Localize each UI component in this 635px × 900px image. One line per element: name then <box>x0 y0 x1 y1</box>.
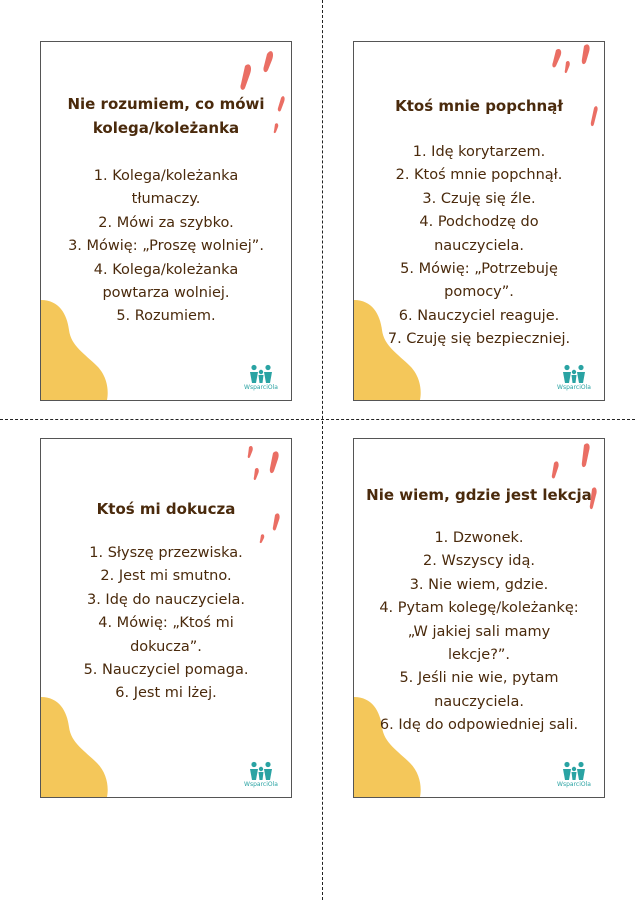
people-logo-icon <box>247 761 275 781</box>
red-splash-decoration <box>231 439 291 549</box>
step-line: 4. Podchodzę do <box>419 214 539 231</box>
card-ktos-mnie-popchnal <box>353 41 605 401</box>
step-line: 3. Nie wiem, gdzie. <box>409 576 549 593</box>
step-line: 3. Czuję się źle. <box>422 190 536 207</box>
step-line: nauczyciela. <box>434 237 524 254</box>
step-line: 6. Idę do odpowiedniej sali. <box>379 717 579 734</box>
step-line: 5. Jeśli nie wie, pytam <box>399 670 559 687</box>
logo-text: WsparciOla <box>244 781 278 788</box>
steps-list <box>47 165 285 329</box>
steps-list <box>360 141 598 352</box>
logo <box>241 761 281 789</box>
step-line: 1. Dzwonek. <box>434 530 524 546</box>
people-logo-icon <box>247 364 275 384</box>
step-line: „W jakiej sali mamy <box>407 623 551 640</box>
logo <box>554 761 594 789</box>
step-line: 2. Ktoś mnie popchnął. <box>395 167 563 184</box>
card-title: Nie wiem, gdzie jest lekcja <box>366 486 592 504</box>
card-title: Ktoś mi dokucza <box>96 500 236 518</box>
logo-text: WsparciOla <box>557 384 591 391</box>
step-line: 4. Pytam kolegę/koleżankę: <box>379 600 579 617</box>
step-line: 4. Mówię: „Ktoś mi <box>98 615 234 632</box>
step-line: 5. Mówię: „Potrzebuję <box>400 261 558 278</box>
vertical-cut-line <box>322 0 323 900</box>
yellow-blob-decoration <box>41 697 111 797</box>
horizontal-cut-line <box>0 419 635 420</box>
step-line: powtarza wolniej. <box>102 285 230 302</box>
people-logo-icon <box>560 761 588 781</box>
step-line: 6. Nauczyciel reaguje. <box>398 307 560 324</box>
people-logo-icon <box>560 364 588 384</box>
step-line: pomocy”. <box>444 284 514 301</box>
logo <box>241 364 281 392</box>
step-line: lekcje?”. <box>447 647 511 664</box>
step-line: dokucza”. <box>130 638 202 655</box>
step-line: 2. Mówi za szybko. <box>98 214 234 231</box>
logo <box>554 364 594 392</box>
step-line: 2. Wszyscy idą. <box>423 553 535 570</box>
step-line: 1. Idę korytarzem. <box>412 144 546 160</box>
step-line: nauczyciela. <box>434 693 524 710</box>
step-line: 6. Jest mi lżej. <box>115 685 217 702</box>
card-title: Nie rozumiem, co mówi kolega/koleżanka <box>67 95 265 137</box>
card-ktos-mi-dokucza <box>40 438 292 798</box>
steps-list <box>47 542 285 706</box>
step-line: tłumaczy. <box>131 191 201 208</box>
step-line: 7. Czuję się bezpieczniej. <box>387 331 571 348</box>
step-line: 5. Rozumiem. <box>116 308 216 325</box>
step-line: 1. Słyszę przezwiska. <box>89 545 243 561</box>
logo-text: WsparciOla <box>244 384 278 391</box>
step-line: 5. Nauczyciel pomaga. <box>83 662 249 679</box>
step-line: 2. Jest mi smutno. <box>100 568 232 585</box>
step-line: 3. Mówię: „Proszę wolniej”. <box>68 238 264 255</box>
step-line: 1. Kolega/koleżanka <box>93 168 239 184</box>
card-nie-rozumiem <box>40 41 292 401</box>
card-title: Ktoś mnie popchnął <box>395 97 563 115</box>
step-line: 4. Kolega/koleżanka <box>93 261 239 278</box>
card-nie-wiem-gdzie-jest-lekcja <box>353 438 605 798</box>
steps-list <box>360 527 598 738</box>
step-line: 3. Idę do nauczyciela. <box>86 591 245 608</box>
logo-text: WsparciOla <box>557 781 591 788</box>
